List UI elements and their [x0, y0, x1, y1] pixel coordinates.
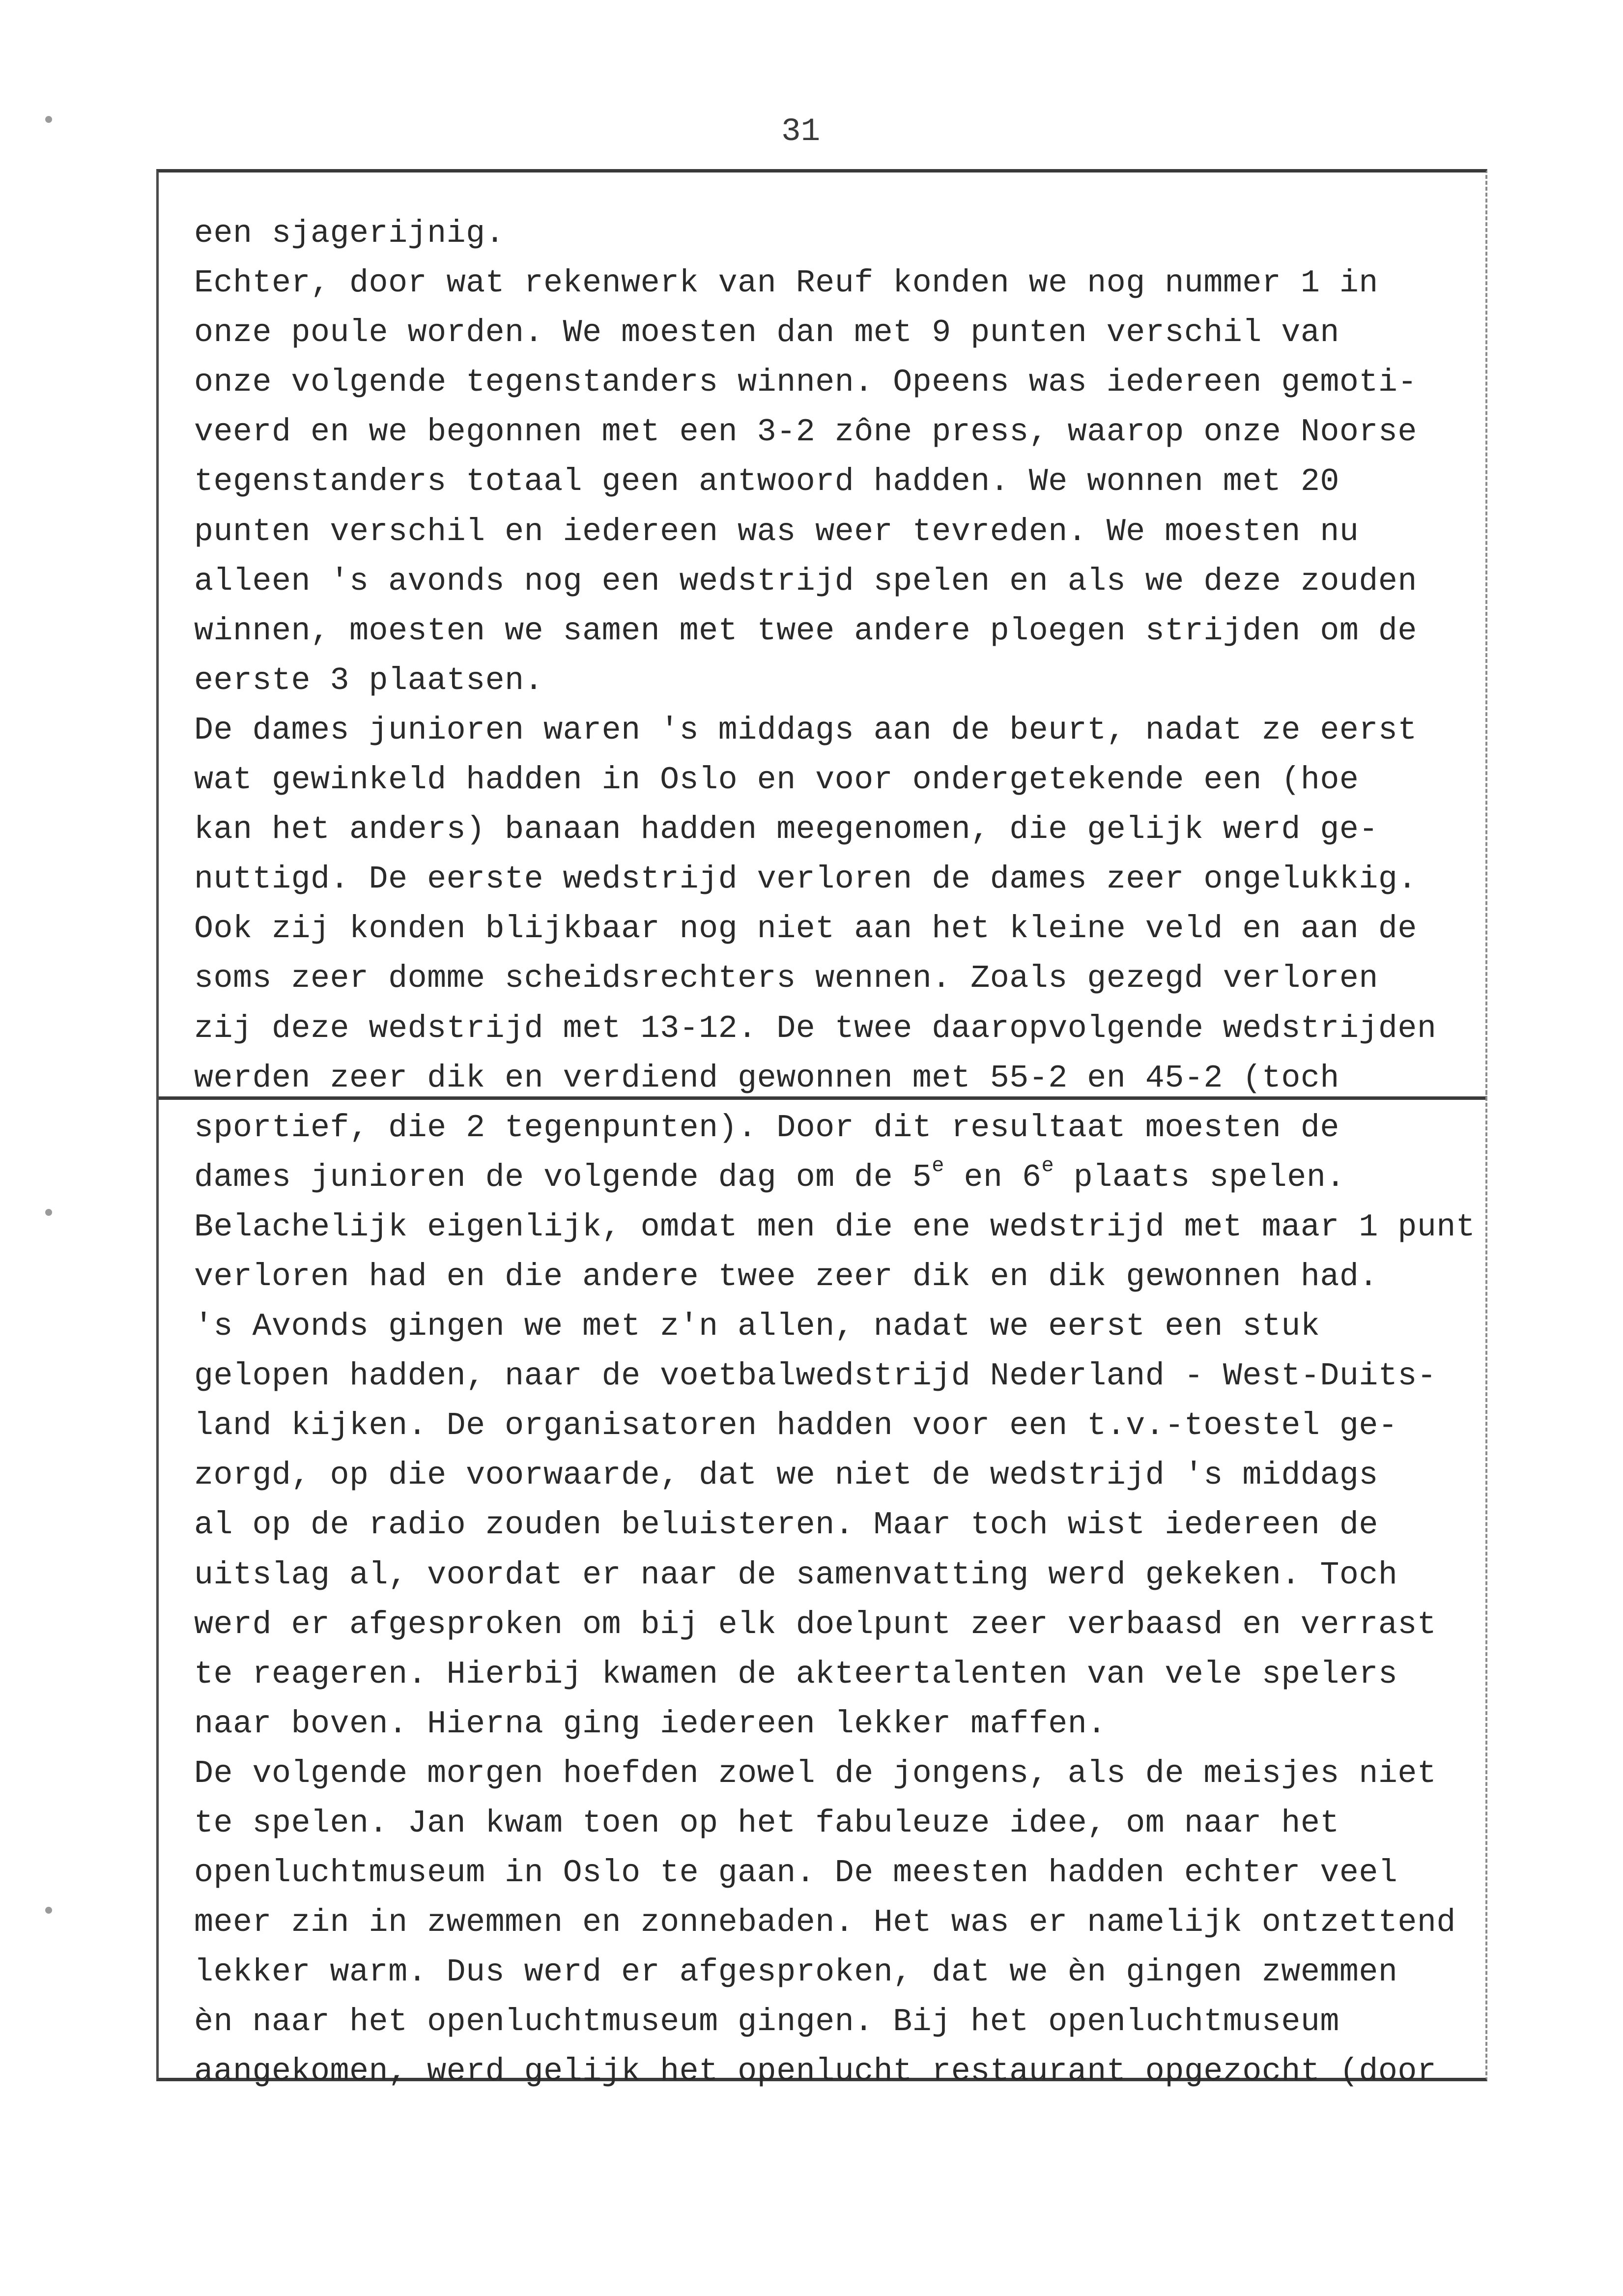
text-line: De dames junioren waren 's middags aan de beurt, nadat ze eerst — [194, 712, 1417, 748]
text-line: wat gewinkeld hadden in Oslo en voor ondergetekende een (hoe — [194, 762, 1359, 799]
text-line: sportief, die 2 tegenpunten). Door dit resultaat moesten de — [194, 1109, 1339, 1146]
text-line: soms zeer domme scheidsrechters wennen. Zoals gezegd verloren — [194, 960, 1378, 997]
text-line: Ook zij konden blijkbaar nog niet aan het kleine veld en aan de — [194, 911, 1417, 947]
punch-hole-mark — [45, 1209, 52, 1216]
text-line: uitslag al, voordat er naar de samenvatting werd gekeken. Toch — [194, 1556, 1398, 1593]
text-line: Belachelijk eigenlijk, omdat men die ene wedstrijd met maar 1 punt — [194, 1208, 1476, 1245]
text-line: openluchtmuseum in Oslo te gaan. De meesten hadden echter veel — [194, 1855, 1398, 1892]
text-line: lekker warm. Dus werd er afgesproken, dat we èn gingen zwemmen — [194, 1954, 1398, 1991]
text-line: zorgd, op die voorwaarde, dat we niet de wedstrijd 's middags — [194, 1457, 1378, 1494]
text-line: te spelen. Jan kwam toen op het fabuleuze idee, om naar het — [194, 1805, 1339, 1841]
text-line: te reageren. Hierbij kwamen de akteertalenten van vele spelers — [194, 1656, 1398, 1693]
text-line: onze volgende tegenstanders winnen. Opeens was iedereen gemoti- — [194, 364, 1417, 401]
text-line: onze poule worden. We moesten dan met 9 punten verschil van — [194, 315, 1339, 351]
text-line: veerd en we begonnen met een 3-2 zône press, waarop onze Noorse — [194, 414, 1417, 451]
text-line: gelopen hadden, naar de voetbalwedstrijd Nederland - West-Duits- — [194, 1358, 1437, 1395]
text-line: een sjagerijnig. — [194, 215, 505, 252]
line-part: dames junioren de volgende dag om de 5 — [194, 1159, 932, 1196]
text-line: winnen, moesten we samen met twee andere ploegen strijden om de — [194, 612, 1417, 649]
text-line: De volgende morgen hoefden zowel de jongens, als de meisjes niet — [194, 1755, 1437, 1792]
text-line: alleen 's avonds nog een wedstrijd spelen en als we deze zouden — [194, 563, 1417, 600]
text-line: eerste 3 plaatsen. — [194, 662, 544, 699]
body-text — [194, 209, 1476, 2097]
text-line: tegenstanders totaal geen antwoord hadden. We wonnen met 20 — [194, 463, 1339, 500]
punch-hole-mark — [45, 116, 52, 123]
text-line: zij deze wedstrijd met 13-12. De twee daaropvolgende wedstrijden — [194, 1010, 1437, 1047]
text-line: aangekomen, werd gelijk het openlucht restaurant opgezocht (door — [194, 2053, 1437, 2090]
text-line: 's Avonds gingen we met z'n allen, nadat we eerst een stuk — [194, 1308, 1320, 1345]
text-line: kan het anders) banaan hadden meegenomen, die gelijk werd ge- — [194, 811, 1378, 848]
text-line: werd er afgesproken om bij elk doelpunt zeer verbaasd en verrast — [194, 1606, 1437, 1643]
superscript-ordinal: e — [932, 1153, 944, 1177]
line-part: en 6 — [944, 1159, 1042, 1196]
line-part: plaats spelen. — [1054, 1159, 1345, 1196]
text-line: werden zeer dik en verdiend gewonnen met 55-2 en 45-2 (toch — [194, 1060, 1339, 1096]
text-line-with-superscripts — [194, 1153, 1472, 1203]
text-line: verloren had en die andere twee zeer dik en dik gewonnen had. — [194, 1258, 1378, 1295]
text-line: naar boven. Hierna ging iedereen lekker maffen. — [194, 1705, 1107, 1742]
text-line: Echter, door wat rekenwerk van Reuf konden we nog nummer 1 in — [194, 265, 1378, 302]
text-line: meer zin in zwemmen en zonnebaden. Het was er namelijk ontzettend — [194, 1904, 1456, 1941]
text-line: al op de radio zouden beluisteren. Maar toch wist iedereen de — [194, 1507, 1378, 1544]
punch-hole-mark — [45, 1907, 52, 1914]
text-line: nuttigd. De eerste wedstrijd verloren de dames zeer ongelukkig. — [194, 861, 1417, 898]
superscript-ordinal: e — [1041, 1153, 1054, 1177]
text-line: punten verschil en iedereen was weer tevreden. We moesten nu — [194, 513, 1359, 550]
text-line: èn naar het openluchtmuseum gingen. Bij het openluchtmuseum — [194, 2004, 1339, 2040]
page-number: 31 — [781, 113, 821, 150]
text-line: land kijken. De organisatoren hadden voor een t.v.-toestel ge- — [194, 1407, 1398, 1444]
